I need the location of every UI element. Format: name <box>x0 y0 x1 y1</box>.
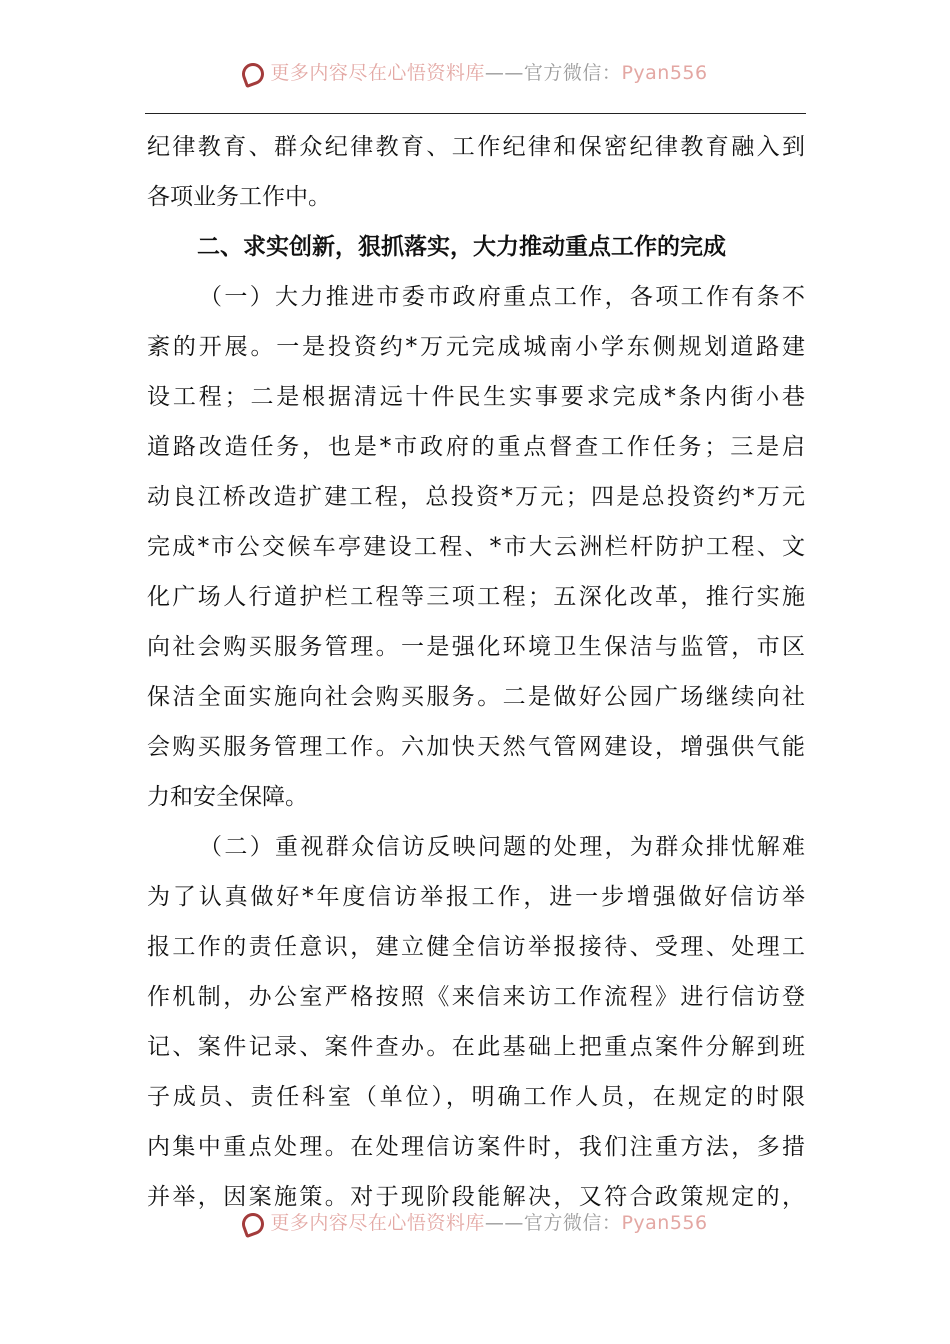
watermark-logo-icon <box>239 59 267 87</box>
text-line: （二）重视群众信访反映问题的处理，为群众排忧解难 <box>199 834 805 860</box>
watermark-middle: ——官方微信： <box>484 62 622 84</box>
watermark-middle: ——官方微信： <box>484 1212 622 1234</box>
section-heading: 二、求实创新，狠抓落实，大力推动重点工作的完成 <box>197 234 726 260</box>
text-line: 化广场人行道护栏工程等三项工程；五深化改革，推行实施 <box>147 584 805 610</box>
text-line: 作机制，办公室严格按照《来信来访工作流程》进行信访登 <box>147 984 805 1010</box>
watermark-prefix: 更多内容尽在心悟资料库 <box>270 62 485 84</box>
text-line: 向社会购买服务管理。一是强化环境卫生保洁与监管，市区 <box>147 634 805 660</box>
text-line: 紊的开展。一是投资约*万元完成城南小学东侧规划道路建 <box>147 334 805 360</box>
text-line: 动良江桥改造扩建工程，总投资*万元；四是总投资约*万元 <box>147 484 805 510</box>
text-line: 设工程；二是根据清远十件民生实事要求完成*条内街小巷 <box>147 384 805 410</box>
text-line: 记、案件记录、案件查办。在此基础上把重点案件分解到班 <box>147 1034 805 1060</box>
header-watermark <box>0 58 950 85</box>
text-line: 内集中重点处理。在处理信访案件时，我们注重方法，多措 <box>147 1134 805 1160</box>
text-line: （一）大力推进市委市政府重点工作，各项工作有条不 <box>199 284 805 310</box>
watermark-suffix: Pyan556 <box>621 62 708 84</box>
text-line: 并举，因案施策。对于现阶段能解决，又符合政策规定的， <box>147 1184 805 1210</box>
text-line: 保洁全面实施向社会购买服务。二是做好公园广场继续向社 <box>147 684 805 710</box>
text-line: 各项业务工作中。 <box>147 184 331 210</box>
text-line: 完成*市公交候车亭建设工程、*市大云洲栏杆防护工程、文 <box>147 534 805 560</box>
header-rule <box>145 113 806 114</box>
text-line: 会购买服务管理工作。六加快天然气管网建设，增强供气能 <box>147 734 805 760</box>
text-line: 道路改造任务，也是*市政府的重点督查工作任务；三是启 <box>147 434 805 460</box>
watermark-prefix: 更多内容尽在心悟资料库 <box>270 1212 485 1234</box>
text-line: 为了认真做好*年度信访举报工作，进一步增强做好信访举 <box>147 884 805 910</box>
watermark-logo-icon <box>239 1209 267 1237</box>
text-line: 纪律教育、群众纪律教育、工作纪律和保密纪律教育融入到 <box>147 134 805 160</box>
text-line: 子成员、责任科室（单位），明确工作人员，在规定的时限 <box>147 1084 805 1110</box>
text-line: 力和安全保障。 <box>147 784 308 810</box>
footer-watermark <box>0 1208 950 1235</box>
watermark-suffix: Pyan556 <box>621 1212 708 1234</box>
document-body <box>147 122 805 1222</box>
text-line: 报工作的责任意识，建立健全信访举报接待、受理、处理工 <box>147 934 805 960</box>
